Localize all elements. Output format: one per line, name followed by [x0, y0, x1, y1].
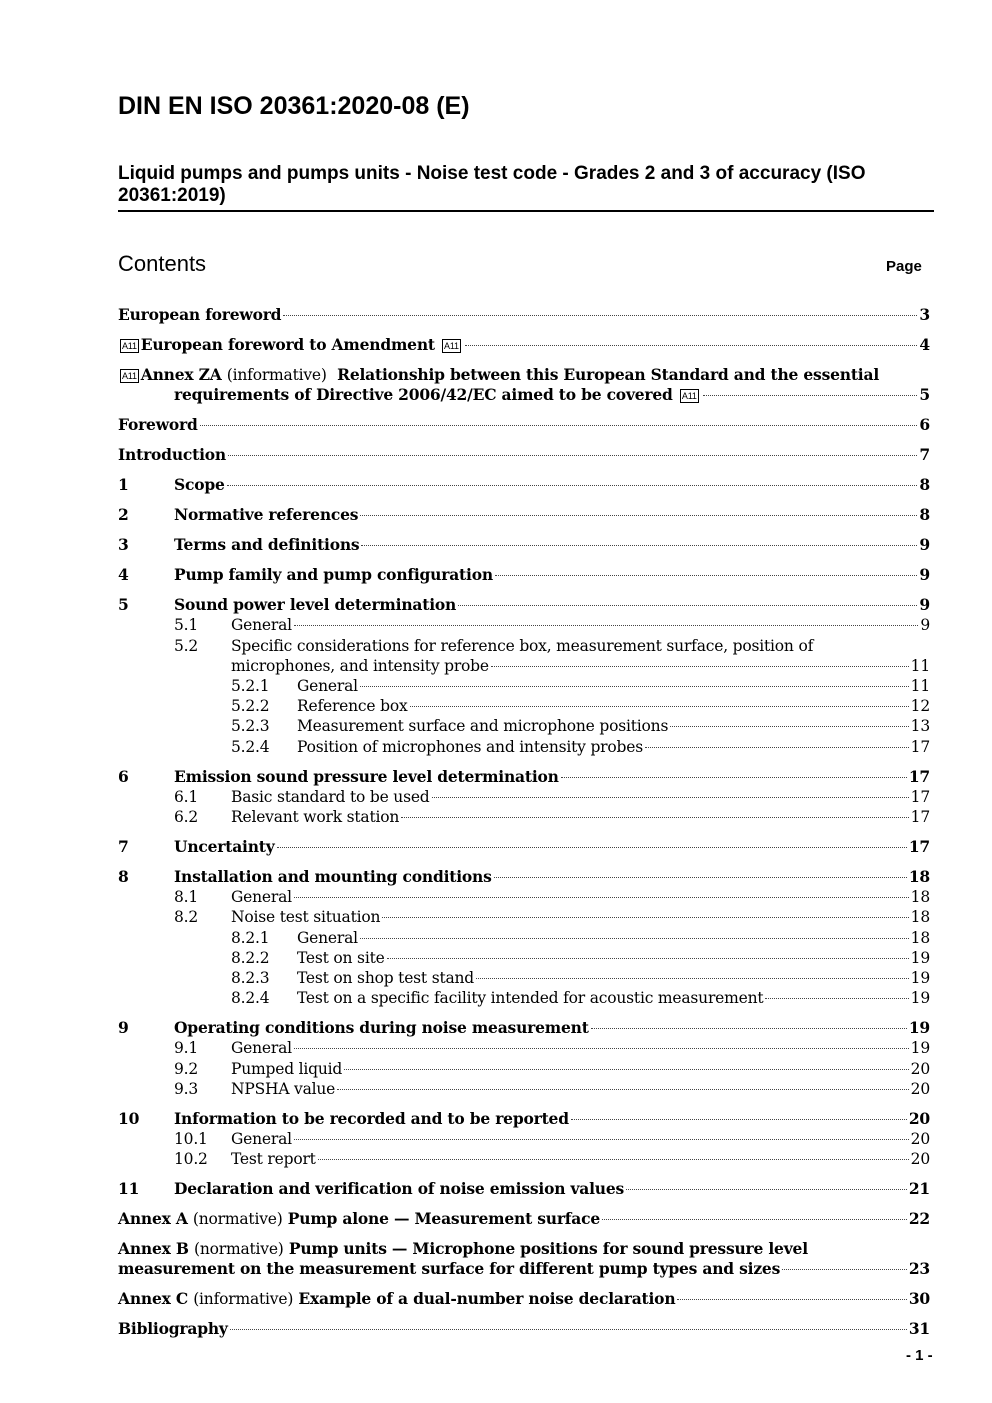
toc-page-number: 19 — [910, 1039, 930, 1058]
dot-leader — [410, 706, 909, 707]
toc-entry[interactable] — [118, 335, 930, 355]
toc-page-number: 19 — [910, 989, 930, 1008]
toc-section-number: 8 — [118, 867, 129, 887]
toc-title: General — [231, 1039, 292, 1058]
toc-page-number: 6 — [919, 415, 930, 435]
toc-title: Terms and definitions — [174, 535, 360, 555]
toc-page-number: 19 — [910, 969, 930, 988]
dot-leader — [382, 917, 908, 918]
dot-leader — [495, 575, 917, 576]
toc-section-number: 8.2.2 — [231, 948, 270, 967]
dot-leader — [228, 455, 917, 456]
toc-title: Bibliography — [118, 1319, 228, 1339]
toc-title: Emission sound pressure level determination — [174, 766, 559, 786]
toc-section-number: 5.2.1 — [231, 677, 270, 696]
toc-page-number: 20 — [910, 1059, 930, 1078]
toc-page-number: 3 — [919, 305, 930, 324]
toc-entry[interactable] — [118, 305, 930, 325]
toc-entry[interactable] — [118, 867, 930, 887]
toc-entry[interactable] — [118, 1239, 930, 1279]
toc-section-number: 5.2.3 — [231, 717, 270, 736]
toc-entry[interactable] — [118, 837, 930, 857]
amendment-marker-icon: A11 — [681, 391, 697, 402]
document-subtitle: Liquid pumps and pumps units - Noise test code - Grades 2 and 3 of accuracy (ISO 20361:2019) — [118, 163, 866, 206]
toc-title-line1: Pump units — Microphone positions for sound pressure level — [288, 1239, 808, 1259]
toc-title-line1: Specific considerations for reference box, measurement surface, position of — [231, 636, 814, 655]
toc-page-number: 17 — [910, 808, 930, 827]
toc-section-number: 5 — [118, 595, 129, 615]
toc-title: General — [297, 677, 358, 696]
toc-entry[interactable] — [118, 565, 930, 585]
toc-section-number: 4 — [118, 565, 129, 585]
standard-title: DIN EN ISO 20361:2020-08 (E) — [118, 92, 470, 120]
dot-leader — [227, 485, 918, 486]
toc-page-number: 11 — [910, 656, 930, 675]
dot-leader — [401, 817, 909, 818]
toc-section-number: 6.2 — [174, 808, 199, 827]
dot-leader — [294, 1048, 909, 1049]
toc-page-number: 9 — [919, 535, 930, 555]
annex-type: (normative) — [193, 1240, 284, 1259]
toc-title: Declaration and verification of noise emission values — [174, 1179, 625, 1199]
toc-page-number: 18 — [910, 928, 930, 947]
toc-entry[interactable] — [118, 907, 930, 927]
toc-title: Annex C (informative) Example of a dual-number noise declaration — [118, 1289, 676, 1309]
toc-section-number: 8.2 — [174, 908, 199, 927]
amendment-marker-icon: A11 — [122, 371, 137, 381]
toc-entry[interactable] — [118, 1209, 930, 1229]
toc-title: Position of microphones and intensity probes — [297, 737, 643, 756]
dot-leader — [283, 315, 917, 316]
toc-entry[interactable] — [118, 696, 930, 716]
toc-entry[interactable] — [118, 636, 930, 676]
toc-entry[interactable] — [118, 505, 930, 525]
toc-entry[interactable] — [118, 535, 930, 555]
dot-leader — [703, 395, 918, 396]
toc-page-number: 7 — [919, 445, 930, 465]
dot-leader — [465, 345, 918, 346]
toc-title: Test on a specific facility intended for acoustic measurement — [297, 989, 764, 1008]
toc-title-line1: Relationship between this European Standard and the essential — [337, 365, 880, 384]
toc-title: General — [231, 888, 292, 907]
amendment-marker-icon: A11 — [444, 341, 459, 351]
toc-section-number: 5.2.2 — [231, 697, 270, 716]
table-of-contents — [118, 305, 930, 1340]
toc-title: Operating conditions during noise measurement — [174, 1018, 589, 1038]
toc-entry[interactable] — [118, 716, 930, 736]
toc-entry[interactable] — [118, 928, 930, 948]
toc-entry[interactable] — [118, 988, 930, 1008]
dot-leader — [458, 605, 917, 606]
toc-entry[interactable] — [118, 887, 930, 907]
toc-entry[interactable] — [118, 1038, 930, 1058]
toc-title: Test on shop test stand — [297, 969, 475, 988]
toc-page-number: 22 — [908, 1209, 930, 1229]
dot-leader — [318, 1159, 909, 1160]
toc-title: Sound power level determination — [174, 595, 457, 615]
toc-title: Test on site — [297, 948, 385, 967]
dot-leader — [476, 978, 909, 979]
dot-leader — [294, 625, 918, 626]
toc-section-number: 5.1 — [174, 616, 199, 635]
dot-leader — [200, 425, 918, 426]
toc-title: Pump family and pump configuration — [174, 565, 493, 585]
toc-section-number: 1 — [118, 475, 129, 495]
dot-leader — [344, 1069, 909, 1070]
toc-entry[interactable] — [118, 787, 930, 807]
toc-entry[interactable] — [118, 1018, 930, 1038]
dot-leader — [361, 545, 917, 546]
toc-page-number: 8 — [919, 475, 930, 495]
toc-page-number: 5 — [919, 385, 930, 405]
dot-leader — [591, 1028, 907, 1029]
dot-leader — [626, 1189, 907, 1190]
toc-title: Normative references — [174, 505, 359, 525]
dot-leader — [782, 1269, 907, 1270]
amendment-marker-icon: A11 — [122, 341, 137, 351]
page-column-label: Page — [886, 258, 922, 275]
toc-entry[interactable] — [118, 1059, 930, 1079]
toc-title: General — [297, 928, 358, 947]
toc-entry[interactable] — [118, 365, 930, 405]
toc-title: Basic standard to be used — [231, 787, 430, 806]
dot-leader — [294, 1139, 909, 1140]
dot-leader — [360, 938, 909, 939]
dot-leader — [677, 1299, 906, 1300]
toc-title: Introduction — [118, 445, 226, 465]
annex-label: Annex B — [118, 1239, 189, 1259]
toc-entry[interactable] — [118, 1109, 930, 1129]
toc-page-number: 17 — [910, 787, 930, 806]
toc-page-number: 12 — [910, 697, 930, 716]
toc-page-number: 20 — [910, 1079, 930, 1098]
toc-title: NPSHA value — [231, 1079, 336, 1098]
toc-page-number: 13 — [910, 717, 930, 736]
dot-leader — [432, 797, 909, 798]
toc-page-number: 18 — [908, 867, 930, 887]
toc-page-number: 17 — [910, 737, 930, 756]
toc-title-line2: microphones, and intensity probe — [231, 656, 489, 675]
toc-section-number: 5.2.4 — [231, 737, 270, 756]
toc-page-number: 9 — [920, 616, 930, 635]
dot-leader — [230, 1329, 907, 1330]
toc-page-number: 11 — [910, 677, 930, 696]
page-number: - 1 - — [906, 1347, 933, 1364]
toc-page-number: 20 — [908, 1108, 930, 1128]
toc-section-number: 10 — [118, 1108, 140, 1128]
dot-leader — [277, 847, 907, 848]
toc-section-number: 2 — [118, 505, 129, 525]
toc-title: Measurement surface and microphone positions — [297, 717, 669, 736]
toc-page-number: 19 — [910, 948, 930, 967]
toc-page-number: 19 — [908, 1018, 930, 1038]
toc-entry[interactable] — [118, 475, 930, 495]
toc-page-number: 18 — [910, 908, 930, 927]
toc-page-number: 20 — [910, 1150, 930, 1169]
dot-leader — [360, 515, 917, 516]
toc-entry[interactable] — [118, 1319, 930, 1339]
toc-title-line2: requirements of Directive 2006/42/EC aimed to be covered A11 — [174, 385, 697, 405]
dot-leader — [571, 1119, 907, 1120]
toc-section-number: 5.2 — [174, 636, 199, 655]
toc-section-number: 9.2 — [174, 1059, 199, 1078]
toc-section-number: 8.1 — [174, 888, 199, 907]
dot-leader — [670, 726, 908, 727]
dot-leader — [494, 877, 907, 878]
toc-page-number: 31 — [908, 1319, 930, 1339]
toc-page-number: 17 — [908, 766, 930, 786]
toc-section-number: 9.1 — [174, 1039, 199, 1058]
toc-entry[interactable] — [118, 737, 930, 757]
toc-entry[interactable] — [118, 1129, 930, 1149]
toc-entry[interactable] — [118, 415, 930, 435]
toc-title: Test report — [231, 1150, 316, 1169]
toc-title: Installation and mounting conditions — [174, 867, 492, 887]
toc-title: Uncertainty — [174, 837, 275, 857]
dot-leader — [491, 666, 909, 667]
title-rule — [118, 210, 934, 212]
toc-title: Relevant work station — [231, 808, 400, 827]
toc-title: Reference box — [297, 697, 408, 716]
annex-type: (informative) — [226, 366, 327, 384]
toc-section-number: 8.2.4 — [231, 989, 270, 1008]
toc-section-number: 10.2 — [174, 1150, 208, 1169]
toc-entry[interactable] — [118, 1289, 930, 1309]
toc-page-number: 4 — [919, 335, 930, 354]
toc-entry[interactable] — [118, 1179, 930, 1199]
toc-section-number: 8.2.3 — [231, 969, 270, 988]
toc-section-number: 11 — [118, 1179, 140, 1199]
dot-leader — [360, 686, 909, 687]
dot-leader — [561, 777, 907, 778]
dot-leader — [294, 897, 909, 898]
toc-title: Noise test situation — [231, 908, 381, 927]
toc-title: Pumped liquid — [231, 1059, 343, 1078]
toc-section-number: 7 — [118, 837, 129, 857]
toc-page-number: 9 — [919, 565, 930, 585]
toc-page-number: 8 — [919, 505, 930, 525]
toc-page-number: 17 — [908, 837, 930, 857]
toc-title: European foreword — [118, 305, 282, 324]
toc-title: General — [231, 616, 292, 635]
toc-page-number: 30 — [908, 1289, 930, 1309]
toc-title-line2: measurement on the measurement surface for different pump types and sizes — [118, 1259, 781, 1279]
dot-leader — [602, 1219, 907, 1220]
toc-page-number: 23 — [908, 1259, 930, 1279]
toc-page-number: 9 — [919, 595, 930, 615]
toc-title: A11 European foreword to Amendment A11 — [122, 335, 459, 354]
toc-entry[interactable] — [118, 445, 930, 465]
toc-page-number: 18 — [910, 888, 930, 907]
toc-section-number: 9.3 — [174, 1079, 199, 1098]
toc-entry[interactable] — [118, 767, 930, 787]
toc-section-number: 9 — [118, 1018, 129, 1038]
toc-entry[interactable] — [118, 615, 930, 635]
dot-leader — [337, 1089, 909, 1090]
toc-title: Annex A (normative) Pump alone — Measurement surface — [118, 1209, 600, 1229]
toc-title: General — [231, 1130, 292, 1149]
toc-entry[interactable] — [118, 1149, 930, 1169]
toc-section-number: 10.1 — [174, 1130, 208, 1149]
dot-leader — [645, 747, 909, 748]
toc-title: Scope — [174, 475, 225, 495]
toc-entry[interactable] — [118, 595, 930, 615]
toc-entry[interactable] — [118, 948, 930, 968]
toc-entry[interactable] — [118, 676, 930, 696]
toc-title: Information to be recorded and to be reported — [174, 1108, 569, 1128]
toc-entry[interactable] — [118, 968, 930, 988]
toc-section-number: 8.2.1 — [231, 928, 270, 947]
toc-page-number: 21 — [908, 1179, 930, 1199]
toc-entry[interactable] — [118, 807, 930, 827]
toc-section-number: 6 — [118, 766, 129, 786]
annex-label: Annex ZA — [140, 365, 222, 384]
contents-heading: Contents — [118, 251, 207, 276]
toc-page-number: 20 — [910, 1130, 930, 1149]
dot-leader — [765, 998, 908, 999]
dot-leader — [387, 958, 909, 959]
toc-entry[interactable] — [118, 1079, 930, 1099]
toc-section-number: 6.1 — [174, 787, 199, 806]
toc-section-number: 3 — [118, 535, 129, 555]
toc-title: Foreword — [118, 415, 198, 435]
